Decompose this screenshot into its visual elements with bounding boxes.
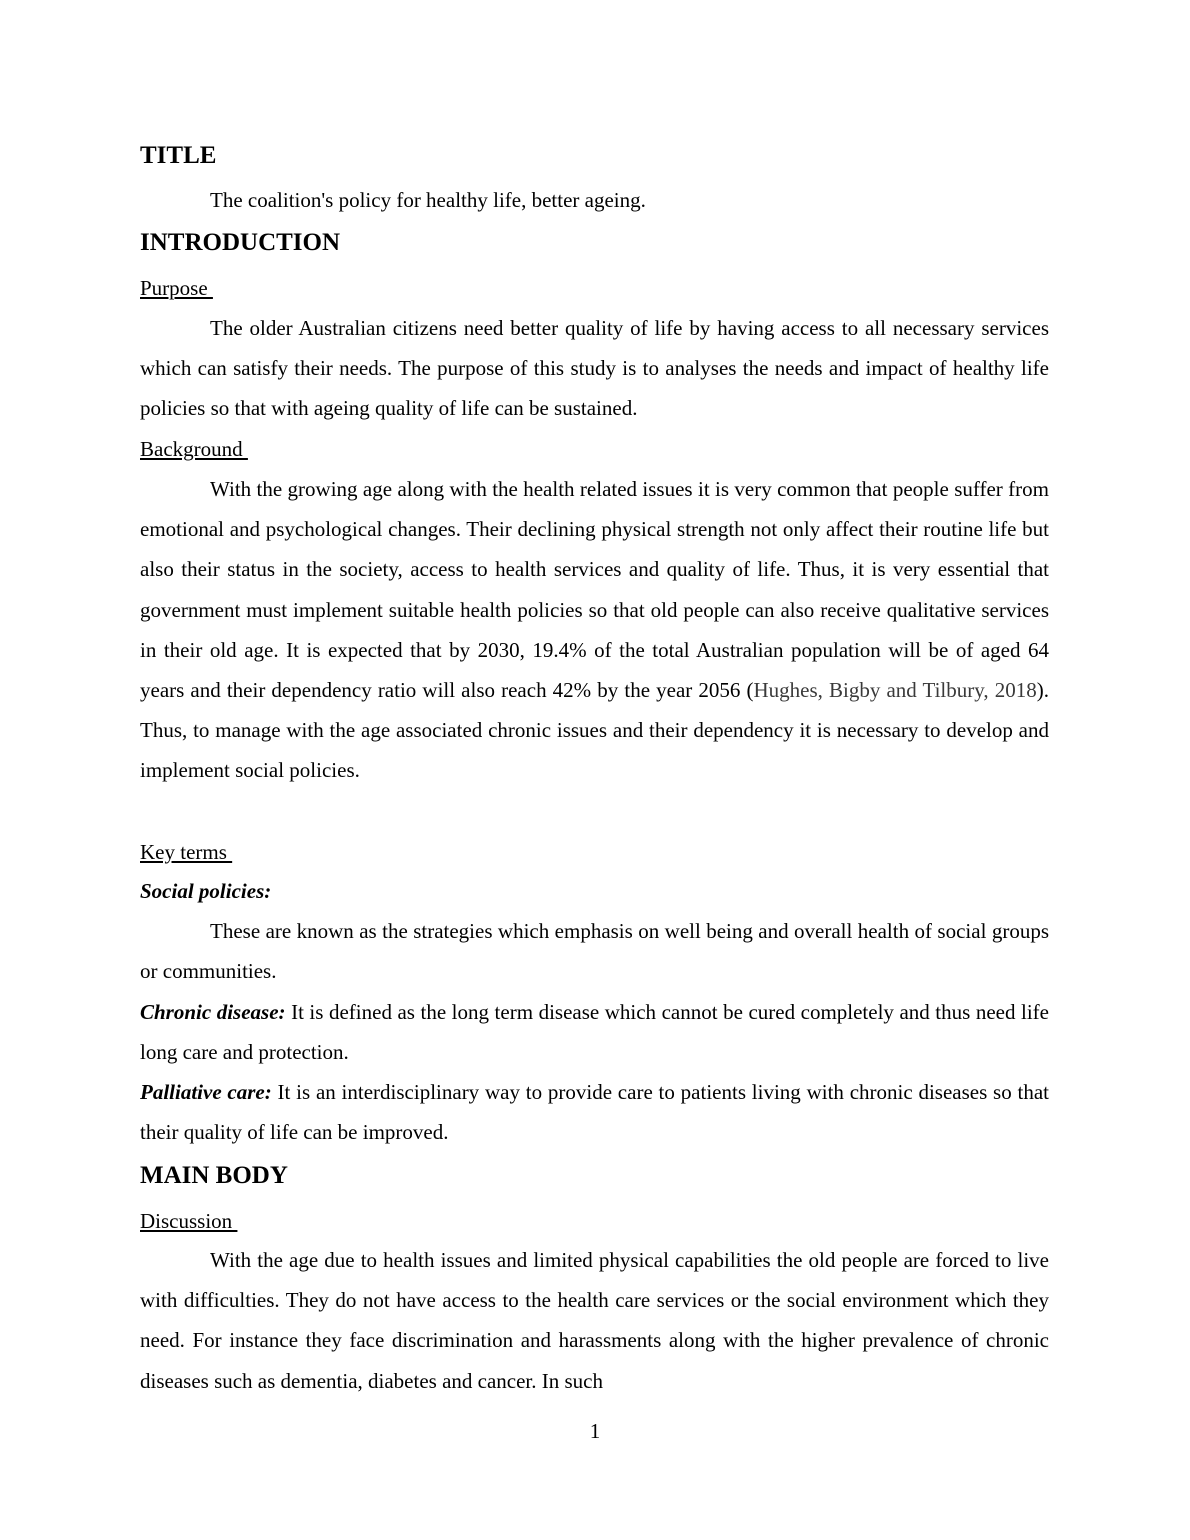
social-policies-label: Social policies: — [140, 879, 272, 903]
social-policies-term — [140, 871, 1049, 911]
background-heading: Background — [140, 437, 248, 461]
page-number: 1 — [589, 1419, 601, 1443]
title-text: The coalition's policy for healthy life, better ageing. — [210, 188, 646, 212]
purpose-heading: Purpose — [140, 276, 213, 300]
background-paragraph — [140, 469, 1049, 791]
title-heading: TITLE — [140, 142, 217, 169]
chronic-disease-entry — [140, 992, 1049, 1072]
discussion-paragraph: With the age due to health issues and limited physical capabilities the old people are forced to live with difficulties. They do not have access to the health care services or the social environment which they need. For instance they face discrimination and harassments along with the higher prevalence of chronic diseases such as dementia, diabetes and cancer. In such — [140, 1248, 1049, 1393]
background-text-end: ). Thus, to manage with the age associated chronic issues and their dependency it is necessary to develop and implement social policies. — [140, 678, 1049, 783]
palliative-care-entry — [140, 1072, 1049, 1152]
social-policies-definition: These are known as the strategies which emphasis on well being and overall health of social groups or communities. — [140, 919, 1049, 984]
discussion-heading: Discussion — [140, 1209, 238, 1233]
main-body-heading: MAIN BODY — [140, 1162, 288, 1189]
palliative-care-definition: It is an interdisciplinary way to provide care to patients living with chronic diseases so that their quality of life can be improved. — [140, 1080, 1049, 1145]
purpose-paragraph: The older Australian citizens need better quality of life by having access to all necessary services which can satisfy their needs. The purpose of this study is to analyses the needs and impact of healthy life policies so that with ageing quality of life can be sustained. — [140, 316, 1049, 421]
background-text-start: With the growing age along with the health related issues it is very common that people suffer from emotional and psychological changes. Their declining physical strength not only affect their routine life but also their status in the society, access to health services and quality of life. Thus, it is very essential that government must implement suitable health policies so that old people can also receive qualitative services in their old age. It is expected that by 2030, 19.4% of the total Australian population will be of aged 64 years and their dependency ratio will also reach 42% by the year 2056 ( — [140, 477, 1049, 703]
background-citation: Hughes, Bigby and Tilbury, 2018 — [753, 678, 1037, 703]
chronic-disease-label: Chronic disease: — [140, 1000, 286, 1024]
introduction-heading: INTRODUCTION — [140, 229, 341, 256]
palliative-care-label: Palliative care: — [140, 1080, 272, 1104]
key-terms-heading: Key terms — [140, 840, 233, 864]
chronic-disease-definition: It is defined as the long term disease which cannot be cured completely and thus need life long care and protection. — [140, 1000, 1049, 1065]
